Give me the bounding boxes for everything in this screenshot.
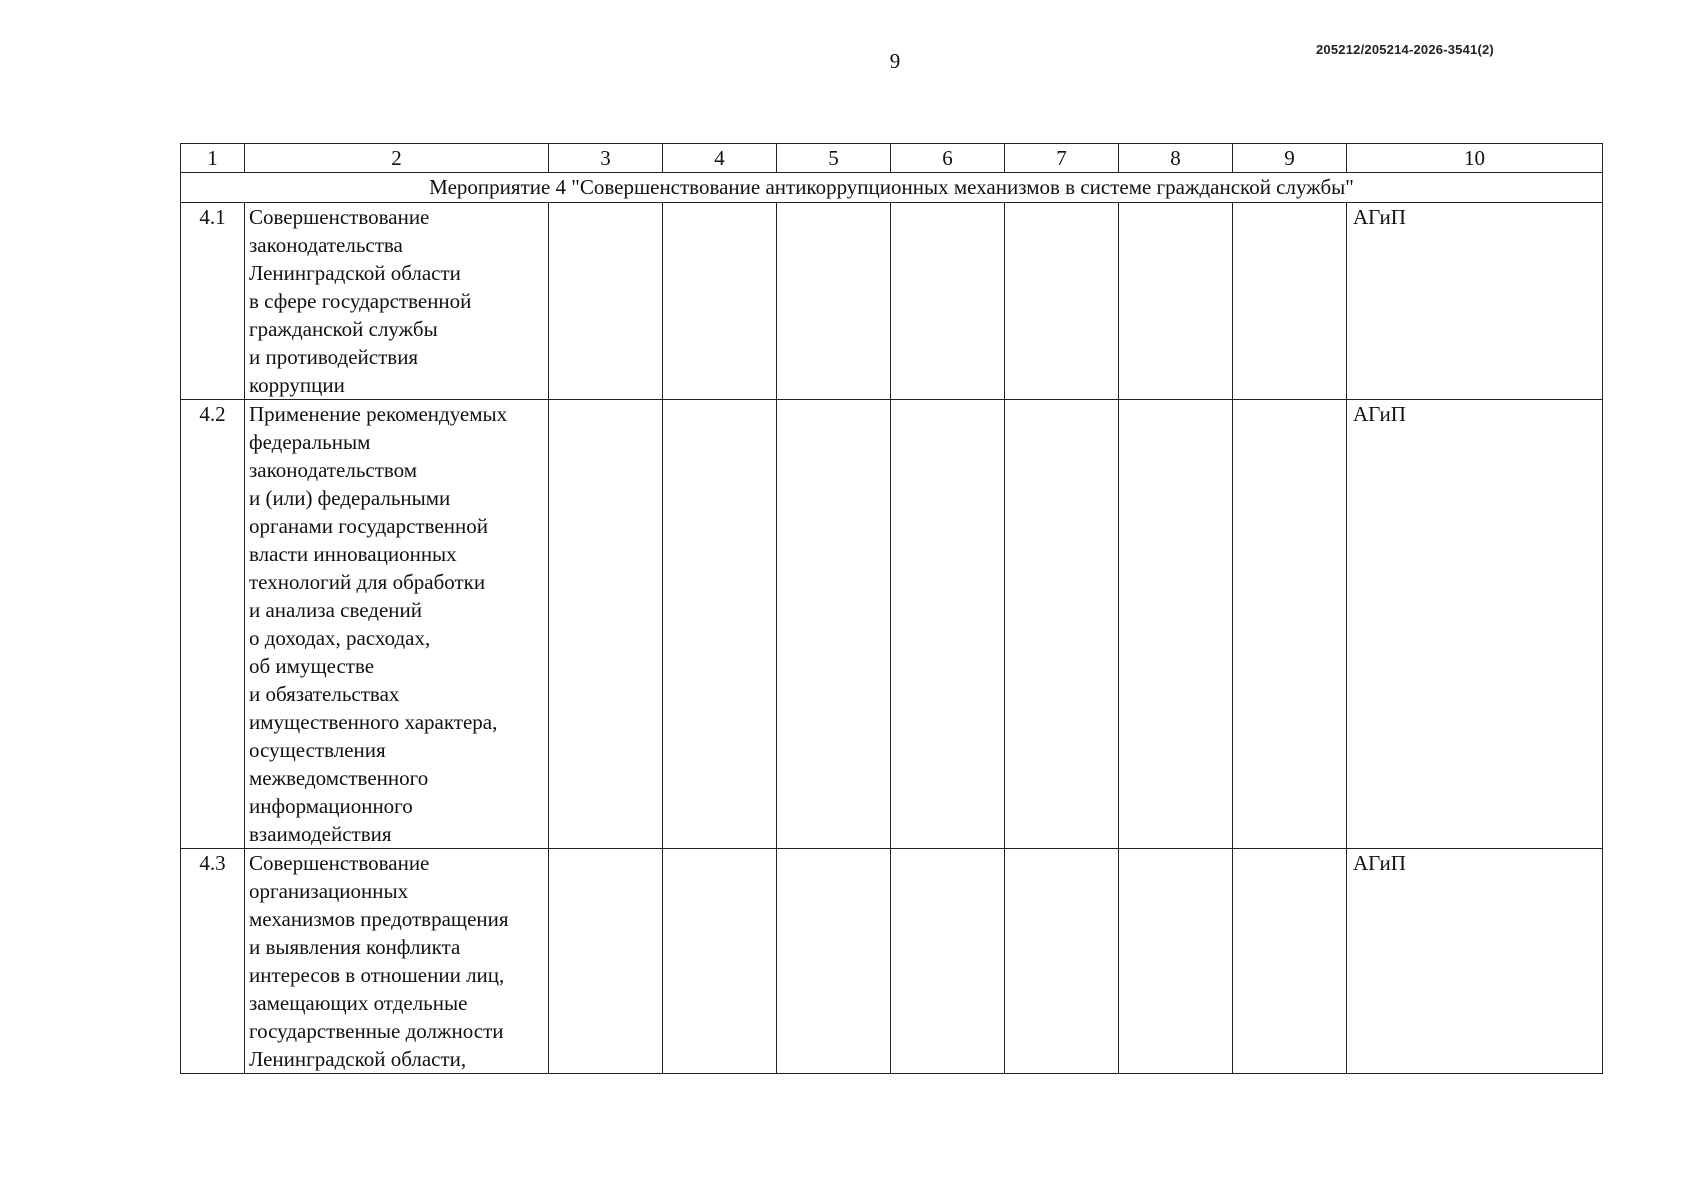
measure-name-line: информационного — [249, 794, 413, 818]
empty-cell-col-8 — [1119, 400, 1233, 849]
empty-cell-col-6 — [891, 203, 1005, 400]
executor: АГиП — [1347, 203, 1603, 400]
column-number: 4 — [663, 144, 777, 173]
measure-name-line: взаимодействия — [249, 822, 392, 846]
measure-name-line: и (или) федеральными — [249, 486, 451, 510]
measures-table — [180, 143, 1603, 1074]
empty-cell-col-7 — [1005, 400, 1119, 849]
empty-cell-col-8 — [1119, 203, 1233, 400]
column-number: 3 — [549, 144, 663, 173]
document-id: 205212/205214-2026-3541(2) — [1316, 42, 1494, 57]
measure-name-line: и обязательствах — [249, 682, 400, 706]
column-number: 5 — [777, 144, 891, 173]
empty-cell-col-8 — [1119, 849, 1233, 1074]
empty-cell-col-7 — [1005, 203, 1119, 400]
page-number: 9 — [889, 49, 901, 73]
measure-name-line: осуществления — [249, 738, 386, 762]
section-row — [181, 173, 1603, 203]
empty-cell-col-9 — [1233, 849, 1347, 1074]
measure-name-line: организационных — [249, 879, 409, 903]
empty-cell-col-5 — [777, 203, 891, 400]
executor: АГиП — [1347, 400, 1603, 849]
measure-name — [245, 203, 549, 400]
column-number: 9 — [1233, 144, 1347, 173]
measure-name-line: замещающих отдельные — [249, 991, 468, 1015]
empty-cell-col-4 — [663, 400, 777, 849]
measure-name-line: федеральным — [249, 430, 371, 454]
empty-cell-col-5 — [777, 849, 891, 1074]
table-body — [181, 144, 1603, 1074]
measure-name-line: законодательства — [249, 233, 403, 257]
measure-name-line: Ленинградской области — [249, 261, 461, 285]
measure-name-line: механизмов предотвращения — [249, 907, 509, 931]
measure-name — [245, 400, 549, 849]
empty-cell-col-6 — [891, 849, 1005, 1074]
empty-cell-col-9 — [1233, 203, 1347, 400]
section-title: Мероприятие 4 "Совершенствование антикоррупционных механизмов в системе гражданской службы" — [181, 173, 1603, 203]
measure-name-line: в сфере государственной — [249, 289, 472, 313]
table-row — [181, 203, 1603, 400]
column-number: 1 — [181, 144, 245, 173]
measure-name — [245, 849, 549, 1074]
empty-cell-col-3 — [549, 400, 663, 849]
measure-name-line: об имуществе — [249, 654, 375, 678]
measure-name-line: Ленинградской области, — [249, 1047, 467, 1071]
measure-name-line: и анализа сведений — [249, 598, 423, 622]
measure-name-line: межведомственного — [249, 766, 429, 790]
measure-name-line: гражданской службы — [249, 317, 438, 341]
empty-cell-col-6 — [891, 400, 1005, 849]
measure-name-line: имущественного характера, — [249, 710, 498, 734]
row-number: 4.2 — [181, 400, 245, 849]
measure-name-line: технологий для обработки — [249, 570, 486, 594]
empty-cell-col-4 — [663, 849, 777, 1074]
empty-cell-col-5 — [777, 400, 891, 849]
column-number: 7 — [1005, 144, 1119, 173]
measure-name-line: коррупции — [249, 373, 345, 397]
table-row — [181, 849, 1603, 1074]
measure-name-line: власти инновационных — [249, 542, 457, 566]
measure-name-line: государственные должности — [249, 1019, 504, 1043]
measure-name-line: Совершенствование — [249, 851, 430, 875]
column-number-row — [181, 144, 1603, 173]
column-number: 8 — [1119, 144, 1233, 173]
empty-cell-col-4 — [663, 203, 777, 400]
measure-name-line: интересов в отношении лиц, — [249, 963, 505, 987]
column-number: 6 — [891, 144, 1005, 173]
row-number: 4.3 — [181, 849, 245, 1074]
measure-name-line: и выявления конфликта — [249, 935, 461, 959]
measure-name-line: Применение рекомендуемых — [249, 402, 508, 426]
executor: АГиП — [1347, 849, 1603, 1074]
measure-name-line: органами государственной — [249, 514, 488, 538]
empty-cell-col-7 — [1005, 849, 1119, 1074]
measure-name-line: о доходах, расходах, — [249, 626, 431, 650]
measure-name-line: и противодействия — [249, 345, 419, 369]
row-number: 4.1 — [181, 203, 245, 400]
empty-cell-col-3 — [549, 849, 663, 1074]
empty-cell-col-9 — [1233, 400, 1347, 849]
empty-cell-col-3 — [549, 203, 663, 400]
measure-name-line: Совершенствование — [249, 205, 430, 229]
column-number: 10 — [1347, 144, 1603, 173]
column-number: 2 — [245, 144, 549, 173]
table-row — [181, 400, 1603, 849]
measure-name-line: законодательством — [249, 458, 418, 482]
